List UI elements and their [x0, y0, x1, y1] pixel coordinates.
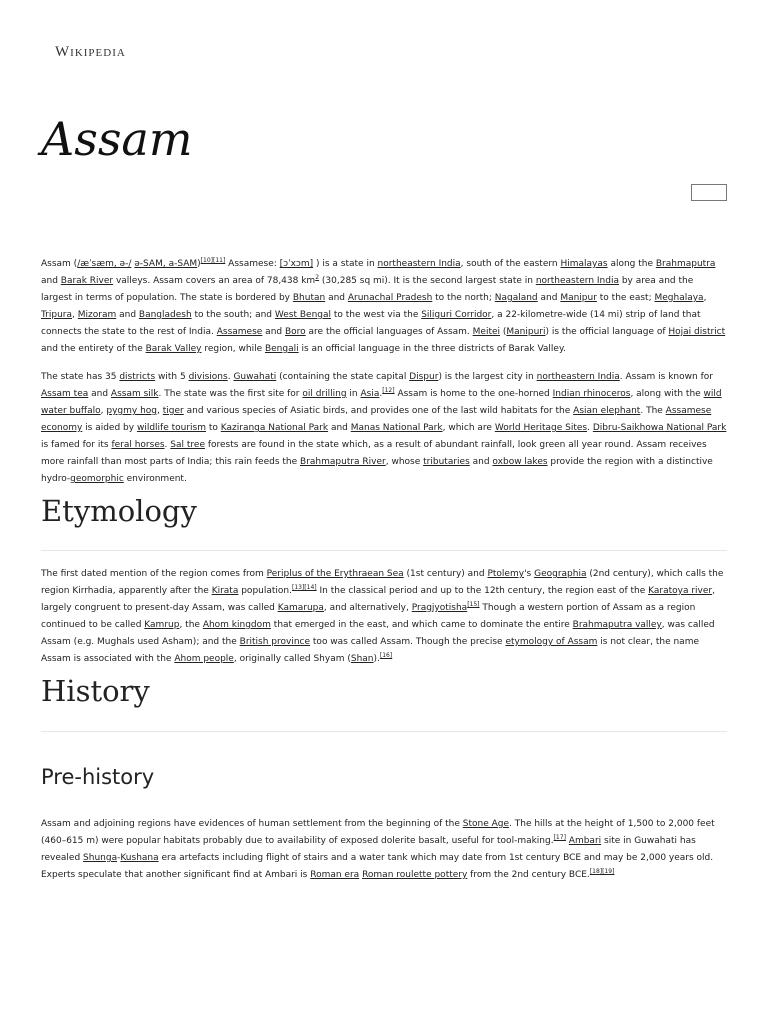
wiki-link[interactable]: Brahmaputra	[655, 259, 716, 269]
wiki-link[interactable]: Periplus of the Erythraean Sea	[266, 569, 404, 579]
wiki-link[interactable]: Sal tree	[170, 440, 205, 450]
infobox-toggle[interactable]	[691, 184, 727, 201]
heading-history: History	[41, 674, 150, 708]
wiki-link[interactable]: tributaries	[423, 457, 470, 467]
citation-link[interactable]: 2	[315, 274, 320, 281]
wiki-link[interactable]: northeastern India	[536, 372, 620, 382]
text-run: . The state was the first site for	[158, 389, 303, 399]
text-run: valleys. Assam covers an area of 78,438 km	[113, 276, 316, 286]
text-run: and	[328, 423, 351, 433]
text-run: that emerged in the east, and which came to dominate the entire	[270, 620, 573, 630]
wiki-link[interactable]: Kushana	[120, 853, 159, 863]
text-run: The state has 35	[41, 372, 120, 382]
text-run: region, while	[201, 344, 265, 354]
wiki-link[interactable]: Himalayas	[560, 259, 608, 269]
citation-link[interactable]: [13][14]	[291, 584, 317, 591]
citation-link[interactable]: [12]	[382, 387, 395, 394]
text-run: Assam is home to the one-horned	[394, 389, 553, 399]
wiki-link[interactable]: Mizoram	[77, 310, 117, 320]
text-run: Assamese:	[225, 259, 280, 269]
text-run: too was called Assam. Though the precise	[310, 637, 506, 647]
wiki-link[interactable]: Ptolemy	[487, 569, 525, 579]
text-run: is famed for its	[41, 440, 112, 450]
wiki-link[interactable]: Meghalaya	[654, 293, 704, 303]
text-run: era artefacts including flight of stairs and a water tank which may date from 1st century BCE and may be 2,000 years old. Experts speculate that another significant find at Ambari is	[41, 853, 714, 880]
wiki-link[interactable]: pygmy hog	[106, 406, 158, 416]
text-run: ) is the largest city in	[438, 372, 537, 382]
wiki-link[interactable]: Manipuri	[506, 327, 546, 337]
text-run: is aided by	[82, 423, 137, 433]
text-run: , whose	[385, 457, 424, 467]
text-run: , and alternatively,	[323, 603, 412, 613]
text-run: ,	[72, 310, 78, 320]
wiki-link[interactable]: World Heritage Sites	[494, 423, 588, 433]
text-run: , a 22-kilometre-wide (14 mi) strip of land that connects the state to the rest of India.	[41, 310, 701, 337]
wiki-link[interactable]: Ahom people	[174, 654, 234, 664]
wiki-link[interactable]: Arunachal Pradesh	[347, 293, 433, 303]
wiki-link[interactable]: divisions	[188, 372, 228, 382]
wiki-link[interactable]: Brahmaputra valley	[572, 620, 662, 630]
text-run: in	[346, 389, 361, 399]
text-run: , largely congruent to present-day Assam, was called	[41, 586, 715, 613]
wiki-link[interactable]: Karatoya river	[648, 586, 713, 596]
text-run: and	[325, 293, 348, 303]
wiki-link[interactable]: tiger	[162, 406, 184, 416]
wiki-link[interactable]: British province	[239, 637, 311, 647]
text-run: . Assam is known for	[619, 372, 713, 382]
wiki-link[interactable]: Hojai district	[668, 327, 726, 337]
wiki-link[interactable]: Boro	[284, 327, 306, 337]
wiki-link[interactable]: Indian rhinoceros	[552, 389, 631, 399]
wiki-link[interactable]: etymology of Assam	[505, 637, 598, 647]
wiki-link[interactable]: Shan	[350, 654, 374, 664]
text-run: is an official language in the three districts of Barak Valley.	[298, 344, 566, 354]
text-run: Assam and adjoining regions have evidences of human settlement from the beginning of the	[41, 819, 463, 829]
text-run: forests are found in the state which, as a result of abundant rainfall, look green all year round. Assam receives more rainfall than most parts of India; this rain feeds the	[41, 440, 707, 467]
text-run: , south of the eastern	[460, 259, 561, 269]
text-run: to the north;	[432, 293, 495, 303]
text-run: to the west via the	[331, 310, 422, 320]
text-run: with 5	[155, 372, 189, 382]
wiki-link[interactable]: /æˈsæm, ə-/	[77, 259, 132, 269]
wiki-link[interactable]: Dispur	[409, 372, 439, 382]
wiki-link[interactable]: Bengali	[264, 344, 299, 354]
wiki-link[interactable]: Manipur	[560, 293, 597, 303]
text-run: (2nd century), which calls the region Kirrhadia, apparently after the	[41, 569, 724, 596]
wiki-link[interactable]: Bhutan	[292, 293, 326, 303]
section-divider	[41, 550, 727, 551]
text-run: The first dated mention of the region comes from	[41, 569, 267, 579]
wiki-link[interactable]: Tripura	[41, 310, 73, 320]
text-run: . The hills at the height of 1,500 to 2,000 feet (460–615 m) were popular habitats probably due to availability of exposed dolerite basalt, useful for tool-making.	[41, 819, 715, 846]
wiki-link[interactable]: northeastern India	[377, 259, 461, 269]
text-run: and various species of Asiatic birds, and provides one of the last wild habitats for the	[183, 406, 574, 416]
wiki-link[interactable]: Ambari	[568, 836, 602, 846]
citation-link[interactable]: [18][19]	[589, 868, 615, 875]
text-run: )	[197, 259, 201, 269]
text-run: . The	[640, 406, 666, 416]
wiki-link[interactable]: Asian elephant	[573, 406, 641, 416]
wiki-link[interactable]: Kamarupa	[277, 603, 324, 613]
text-run: ).	[373, 654, 380, 664]
text-run: , originally called Shyam (	[233, 654, 351, 664]
text-run: (1st century) and	[403, 569, 488, 579]
text-run: are the official languages of Assam.	[305, 327, 473, 337]
heading-etymology: Etymology	[41, 494, 197, 528]
text-run: along the	[607, 259, 656, 269]
wiki-link[interactable]: Bangladesh	[138, 310, 192, 320]
text-run: .	[587, 423, 593, 433]
text-run: (	[500, 327, 507, 337]
prehistory-paragraph	[41, 816, 727, 884]
wiki-link[interactable]: Assam tea	[41, 389, 89, 399]
wiki-link[interactable]: Manas National Park	[350, 423, 443, 433]
intro-paragraph-2	[41, 369, 727, 488]
wiki-link[interactable]: wildlife tourism	[136, 423, 206, 433]
wiki-link[interactable]: Meitei	[472, 327, 501, 337]
wiki-link[interactable]: Nagaland	[494, 293, 538, 303]
text-run: -	[117, 853, 121, 863]
text-run: ) is a state in	[313, 259, 378, 269]
wiki-link[interactable]: Assamese	[216, 327, 263, 337]
text-run: and	[41, 276, 61, 286]
text-run: and	[469, 457, 493, 467]
heading-pre-history: Pre-history	[41, 765, 155, 789]
wiki-link[interactable]: northeastern India	[535, 276, 619, 286]
wiki-link[interactable]: Kamrup	[144, 620, 180, 630]
text-run: to	[206, 423, 221, 433]
intro-paragraph-1	[41, 256, 727, 358]
wiki-link[interactable]: Kirata	[211, 586, 239, 596]
text-run: population.	[238, 586, 292, 596]
text-run: Though a western portion of Assam as a region continued to be called	[41, 603, 696, 630]
wiki-link[interactable]: Assamese economy	[41, 406, 712, 433]
section-divider	[41, 731, 727, 732]
wiki-link[interactable]: Roman era	[310, 870, 360, 880]
wiki-link[interactable]: feral horses	[111, 440, 165, 450]
etymology-paragraph	[41, 566, 727, 668]
wiki-link[interactable]: Dibru-Saikhowa National Park	[592, 423, 727, 433]
text-run: .	[379, 389, 383, 399]
text-run: 's	[524, 569, 535, 579]
text-run: (containing the state capital	[276, 372, 410, 382]
text-run: , the	[179, 620, 203, 630]
wiki-link[interactable]: West Bengal	[274, 310, 332, 320]
text-run: , was called Assam (e.g. Mughals used Asham); and the	[41, 620, 715, 647]
text-run: .	[164, 440, 171, 450]
wiki-link[interactable]: Siliguri Corridor	[421, 310, 492, 320]
wiki-link[interactable]: oil drilling	[302, 389, 347, 399]
text-run: site in Guwahati has revealed	[41, 836, 696, 863]
text-run: , which are	[442, 423, 495, 433]
wiki-link[interactable]: Assam silk	[110, 389, 159, 399]
text-run: provide the region with a distinctive hydro-	[41, 457, 713, 484]
wiki-link[interactable]: Brahmaputra River	[300, 457, 386, 467]
wiki-link[interactable]: geomorphic	[70, 474, 124, 484]
wiki-link[interactable]: Ahom kingdom	[202, 620, 271, 630]
text-run: to the east;	[596, 293, 655, 303]
wiki-link[interactable]: wild water buffalo	[41, 389, 722, 416]
text-run: and	[262, 327, 285, 337]
text-run: is not clear, the name Assam is associated with the	[41, 637, 699, 664]
text-run: ) is the official language of	[545, 327, 669, 337]
wiki-link[interactable]: districts	[119, 372, 156, 382]
text-run: ,	[703, 293, 707, 303]
text-run: , along with the	[630, 389, 704, 399]
wiki-link[interactable]: Shunga	[83, 853, 118, 863]
wiki-link[interactable]: Stone Age	[462, 819, 510, 829]
text-run: .	[227, 372, 234, 382]
wiki-link[interactable]: Kaziranga National Park	[220, 423, 329, 433]
wiki-link[interactable]: oxbow lakes	[492, 457, 548, 467]
citation-link[interactable]: [16]	[379, 652, 393, 659]
text-run: In the classical period and up to the 12th century, the region east of the	[316, 586, 649, 596]
citation-link[interactable]: [15]	[467, 601, 480, 608]
text-run: environment.	[123, 474, 187, 484]
wiki-link[interactable]: Roman roulette pottery	[362, 870, 468, 880]
text-run: ,	[100, 406, 107, 416]
wiki-link[interactable]: ə-SAM, a-SAM	[134, 259, 198, 269]
wiki-link[interactable]: Asia	[360, 389, 380, 399]
wiki-link[interactable]: Geographia	[534, 569, 587, 579]
text-run: and	[116, 310, 139, 320]
text-run: and	[88, 389, 111, 399]
text-run: from the 2nd century BCE.	[467, 870, 590, 880]
wikipedia-logo[interactable]: Wikipedia	[55, 44, 126, 60]
text-run: and the entirety of the	[41, 344, 146, 354]
citation-link[interactable]: [10][11]	[200, 257, 226, 264]
wiki-link[interactable]: Barak River	[60, 276, 114, 286]
page-title: Assam	[41, 112, 193, 166]
text-run: to the south; and	[191, 310, 275, 320]
text-run: Assam (	[41, 259, 78, 269]
citation-link[interactable]: [17]	[553, 834, 566, 841]
text-run: ,	[157, 406, 163, 416]
text-run: and	[537, 293, 561, 303]
text-run: (30,285 sq mi). It is the second largest state in	[319, 276, 536, 286]
wiki-link[interactable]: [ɔˈxɔm]	[279, 259, 314, 269]
wiki-link[interactable]: Guwahati	[233, 372, 277, 382]
wiki-link[interactable]: Barak Valley	[145, 344, 202, 354]
wiki-link[interactable]: Pragjyotisha	[411, 603, 468, 613]
text-run: by area and the largest in terms of population. The state is bordered by	[41, 276, 694, 303]
